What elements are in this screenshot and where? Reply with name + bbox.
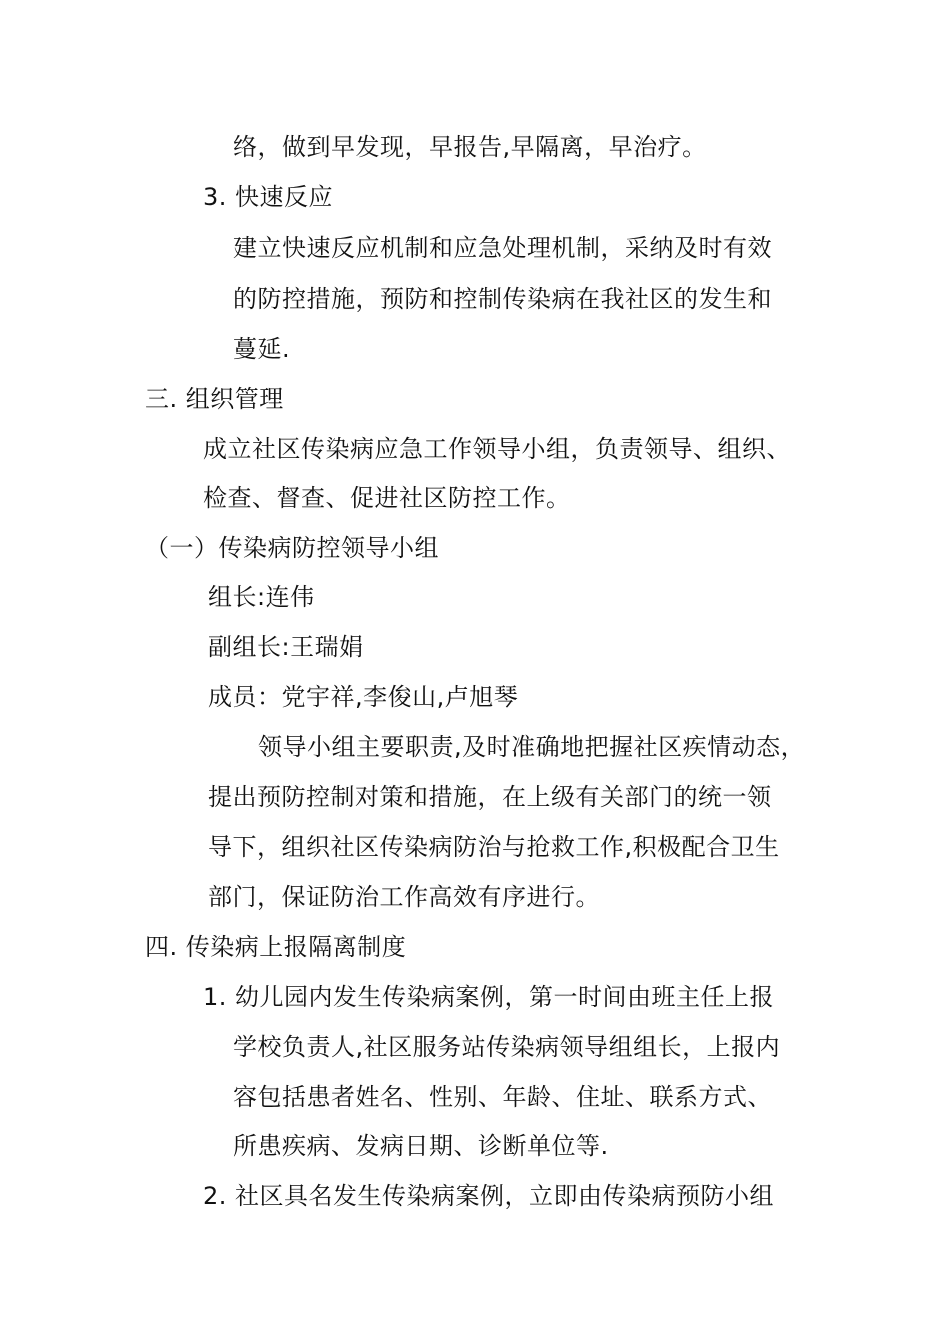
paragraph-line: 建立快速反应机制和应急处理机制，采纳及时有效 xyxy=(233,234,772,262)
paragraph-line: 提出预防控制对策和措施，在上级有关部门的统一领 xyxy=(208,783,772,811)
paragraph-line: 导下，组织社区传染病防治与抢救工作,积极配合卫生 xyxy=(208,833,780,861)
paragraph-line: 络，做到早发现，早报告,早隔离，早治疗。 xyxy=(233,133,707,161)
list-item-heading: 1. 幼儿园内发生传染病案例，第一时间由班主任上报 xyxy=(203,983,775,1011)
list-item-heading: 3. 快速反应 xyxy=(203,183,334,211)
paragraph-line: 领导小组主要职责,及时准确地把握社区疾情动态， xyxy=(258,733,806,761)
paragraph-line: 成立社区传染病应急工作领导小组，负责领导、组织、 xyxy=(203,435,791,463)
section-heading: 四. 传染病上报隔离制度 xyxy=(145,933,407,961)
paragraph-line: 的防控措施，预防和控制传染病在我社区的发生和 xyxy=(233,285,772,313)
paragraph-line: 部门，保证防治工作高效有序进行。 xyxy=(208,883,600,911)
paragraph-line: 学校负责人,社区服务站传染病领导组组长，上报内 xyxy=(233,1033,781,1061)
subsection-heading: （一）传染病防控领导小组 xyxy=(145,534,439,562)
paragraph-line: 成员：党宇祥,李俊山,卢旭琴 xyxy=(208,683,519,711)
section-heading: 三. 组织管理 xyxy=(145,385,284,413)
paragraph-line: 检查、督查、促进社区防控工作。 xyxy=(203,484,571,512)
paragraph-line: 蔓延. xyxy=(233,335,291,363)
paragraph-line: 所患疾病、发病日期、诊断单位等. xyxy=(233,1132,609,1160)
paragraph-line: 容包括患者姓名、性别、年龄、住址、联系方式、 xyxy=(233,1083,772,1111)
list-item-heading: 2. 社区具名发生传染病案例，立即由传染病预防小组 xyxy=(203,1182,775,1210)
paragraph-line: 副组长:王瑞娟 xyxy=(208,633,364,661)
paragraph-line: 组长:连伟 xyxy=(208,583,315,611)
